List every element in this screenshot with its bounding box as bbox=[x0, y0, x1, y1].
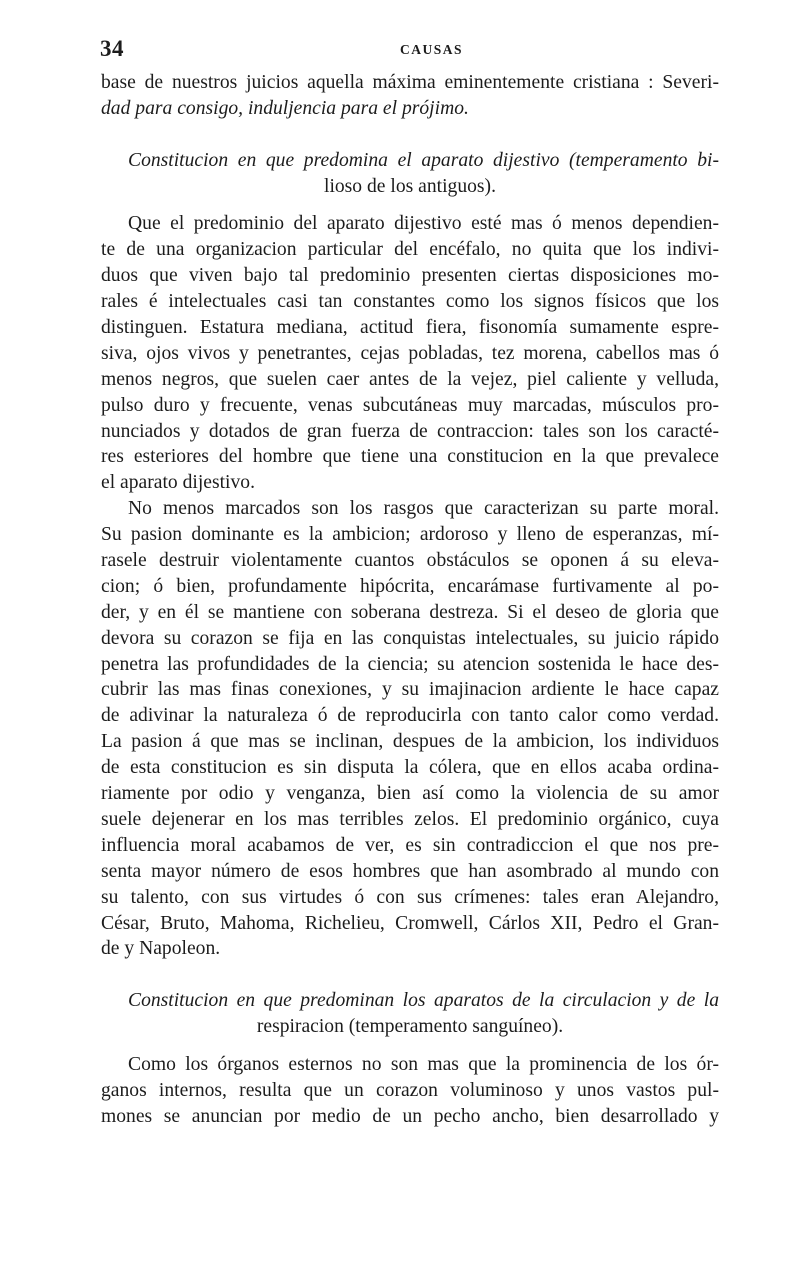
section-heading-line: Constitucion en que predominan los aparatos de la circulacion y de la bbox=[128, 990, 719, 1012]
text-line: senta mayor número de esos hombres que han asombrado al mundo con bbox=[101, 860, 719, 882]
text-line: Que el predominio del aparato dijestivo esté mas ó menos dependien- bbox=[128, 213, 719, 235]
text-line: de adivinar la naturaleza ó de reproducirla con tanto calor como verdad. bbox=[101, 705, 719, 727]
text-line: base de nuestros juicios aquella máxima eminentemente cristiana : Severi- bbox=[101, 72, 719, 93]
section-heading-sanguine bbox=[101, 988, 719, 1040]
paragraph-moral-traits bbox=[101, 496, 719, 962]
text-line: der, y en él se mantiene con soberana destreza. Si el deseo de gloria que bbox=[101, 601, 719, 623]
text-line: César, Bruto, Mahoma, Richelieu, Cromwell, Cárlos XII, Pedro el Gran- bbox=[101, 912, 719, 934]
paragraph-continuation bbox=[101, 70, 719, 122]
text-line: cubrir las mas finas conexiones, y su imajinacion ardiente le hace capaz bbox=[101, 679, 719, 701]
text-line: La pasion á que mas se inclinan, despues de la ambicion, los individuos bbox=[101, 731, 719, 753]
text-line: devora su corazon se fija en las conquistas intelectuales, su juicio rápido bbox=[101, 627, 719, 649]
text-line-italic: dad para consigo, induljencia para el prójimo. bbox=[101, 97, 469, 119]
body-text bbox=[101, 70, 719, 1130]
text-line: suele dejenerar en los mas terribles zelos. El predominio orgánico, cuya bbox=[101, 808, 719, 830]
text-line: te de una organizacion particular del encéfalo, no quita que los indivi- bbox=[101, 239, 719, 261]
text-line: ganos internos, resulta que un corazon voluminoso y unos vastos pul- bbox=[101, 1079, 719, 1101]
text-line: duos que viven bajo tal predominio presenten ciertas disposiciones mo- bbox=[101, 265, 719, 287]
text-line: Como los órganos esternos no son mas que la prominencia de los ór- bbox=[128, 1053, 719, 1075]
text-line: res esteriores del hombre que tiene una constitucion en la que prevalece bbox=[101, 446, 719, 468]
text-line: riamente por odio y venganza, bien así como la violencia de su amor bbox=[101, 783, 719, 805]
text-line: rasele destruir violentamente cuantos obstáculos se oponen á su eleva- bbox=[101, 550, 719, 572]
text-line: cion; ó bien, profundamente hipócrita, encarámase furtivamente al po- bbox=[101, 575, 719, 597]
text-line: pulso duro y frecuente, venas subcutáneas muy marcadas, músculos pro- bbox=[101, 394, 719, 416]
text-line: No menos marcados son los rasgos que caracterizan su parte moral. bbox=[128, 498, 719, 520]
section-heading-line: respiracion (temperamento sanguíneo). bbox=[256, 1016, 564, 1038]
text-line: influencia moral acabamos de ver, es sin contradiccion el que nos pre- bbox=[101, 834, 719, 856]
section-heading-line: Constitucion en que predomina el aparato dijestivo (temperamento bi- bbox=[128, 149, 719, 171]
text-line: nunciados y dotados de gran fuerza de contraccion: tales son los caracté- bbox=[101, 420, 719, 442]
running-head: CAUSAS bbox=[400, 42, 464, 57]
page-header bbox=[100, 36, 730, 66]
section-heading-line: lioso de los antiguos). bbox=[324, 175, 496, 197]
page-number: 34 bbox=[100, 36, 124, 61]
text-line: de y Napoleon. bbox=[101, 938, 221, 960]
text-line: rales é intelectuales casi tan constantes como los signos físicos que los bbox=[101, 291, 719, 313]
text-line: Su pasion dominante es la ambicion; ardoroso y lleno de esperanzas, mí- bbox=[101, 524, 719, 546]
text-line: distinguen. Estatura mediana, actitud fiera, fisonomía sumamente espre- bbox=[101, 317, 719, 339]
text-line: mones se anuncian por medio de un pecho ancho, bien desarrollado y bbox=[101, 1105, 719, 1127]
text-line: penetra las profundidades de la ciencia; su atencion sostenida le hace des- bbox=[101, 653, 719, 675]
text-line: su talento, con sus virtudes ó con sus crímenes: tales eran Alejandro, bbox=[101, 886, 719, 908]
text-line: de esta constitucion es sin disputa la cólera, que en ellos acaba ordina- bbox=[101, 757, 719, 779]
text-line: menos negros, que suelen caer antes de la vejez, piel caliente y velluda, bbox=[101, 368, 719, 390]
text-line: siva, ojos vivos y penetrantes, cejas pobladas, tez morena, cabellos mas ó bbox=[101, 342, 719, 364]
text-line: el aparato dijestivo. bbox=[101, 472, 255, 494]
section-heading-bilious bbox=[101, 148, 719, 200]
paragraph-sanguine-organs bbox=[101, 1052, 719, 1130]
paragraph-physical-traits bbox=[101, 211, 719, 496]
